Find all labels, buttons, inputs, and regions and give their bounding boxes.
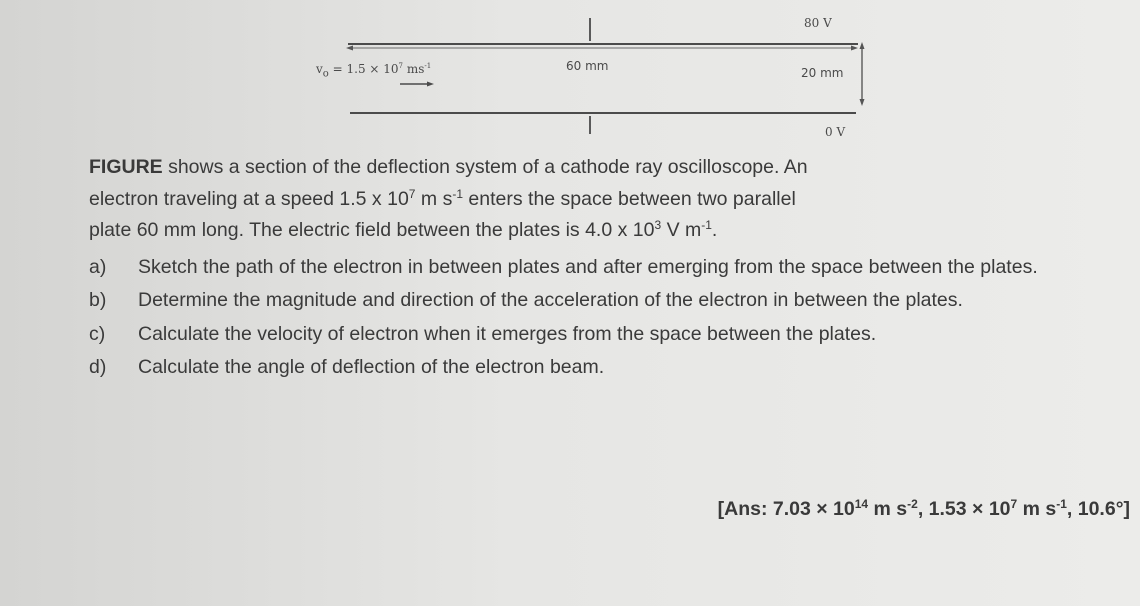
intro-line-2-unit: m s: [415, 187, 453, 210]
deflection-system-diagram: [0, 0, 1140, 150]
question-text: Determine the magnitude and direction of the acceleration of the electron in between the plates.: [138, 289, 963, 311]
answer-exponent-2: 7: [1010, 497, 1018, 511]
length-arrow-right: [851, 46, 858, 51]
answer-mid: , 1.53 × 10: [917, 498, 1011, 520]
answer-key: [718, 498, 1130, 521]
question-list: [89, 251, 1129, 385]
velocity-arrow-head: [427, 82, 434, 87]
answer-exponent-1: 14: [854, 497, 869, 511]
question-c: [89, 318, 1129, 352]
question-marker: d): [89, 356, 107, 378]
intro-line-1: [89, 152, 1129, 184]
question-marker: b): [89, 289, 107, 311]
length-arrow-left: [346, 46, 353, 51]
intro-line-3: [89, 215, 1129, 247]
speed-symbol: v: [316, 62, 323, 76]
intro-line-2-exponent: 7: [408, 186, 416, 201]
answer-unit-1: m s: [868, 498, 908, 520]
answer-unit-2: m s: [1017, 498, 1057, 520]
intro-line-3-before: plate 60 mm long. The electric field between the plates is 4.0 x 10: [89, 219, 655, 241]
question-marker: a): [89, 255, 107, 278]
question-a: [89, 251, 1129, 285]
plate-separation-label: 20 mm: [801, 66, 844, 80]
bottom-voltage-label: 0 V: [825, 125, 846, 139]
figure-reference: FIGURE: [89, 156, 163, 178]
speed-subscript: o: [322, 68, 329, 80]
intro-line-2-unit-exponent: -1: [452, 186, 463, 201]
question-text: Calculate the velocity of electron when it emerges from the space between the plates.: [138, 322, 877, 345]
gap-arrow-top: [860, 42, 865, 49]
intro-line-2-before: electron traveling at a speed 1.5 x 10: [89, 187, 409, 210]
intro-line-3-exponent: 3: [654, 218, 662, 232]
intro-line-1-text: shows a section of the deflection system of a cathode ray oscilloscope. An: [162, 156, 808, 178]
problem-text: [89, 152, 1129, 385]
question-text: Calculate the angle of deflection of the electron beam.: [138, 356, 605, 378]
answer-prefix: [Ans: 7.03 × 10: [717, 498, 855, 520]
intro-line-3-unit-exponent: -1: [701, 218, 712, 232]
speed-unit-exponent: -1: [424, 62, 432, 70]
top-voltage-label: 80 V: [804, 16, 832, 30]
deflection-figure: [0, 0, 1140, 150]
question-d: [89, 351, 1129, 385]
speed-value: = 1.5 × 10: [328, 62, 399, 76]
answer-suffix: , 10.6°]: [1066, 498, 1130, 520]
answer-unit-1-exponent: -2: [907, 497, 918, 511]
question-marker: c): [89, 322, 106, 345]
gap-arrow-bottom: [860, 99, 865, 106]
initial-speed-label: [316, 62, 431, 79]
intro-line-2: [89, 184, 1129, 216]
speed-exponent: 7: [398, 62, 404, 70]
question-b: [89, 284, 1129, 318]
question-text: Sketch the path of the electron in between plates and after emerging from the space between the plates.: [138, 255, 1038, 278]
speed-unit: ms: [403, 62, 425, 76]
intro-line-3-after: .: [711, 219, 718, 241]
plate-length-label: 60 mm: [566, 59, 609, 73]
answer-unit-2-exponent: -1: [1056, 497, 1067, 511]
intro-line-3-unit: V m: [661, 219, 702, 241]
intro-line-2-after: enters the space between two parallel: [463, 187, 796, 210]
